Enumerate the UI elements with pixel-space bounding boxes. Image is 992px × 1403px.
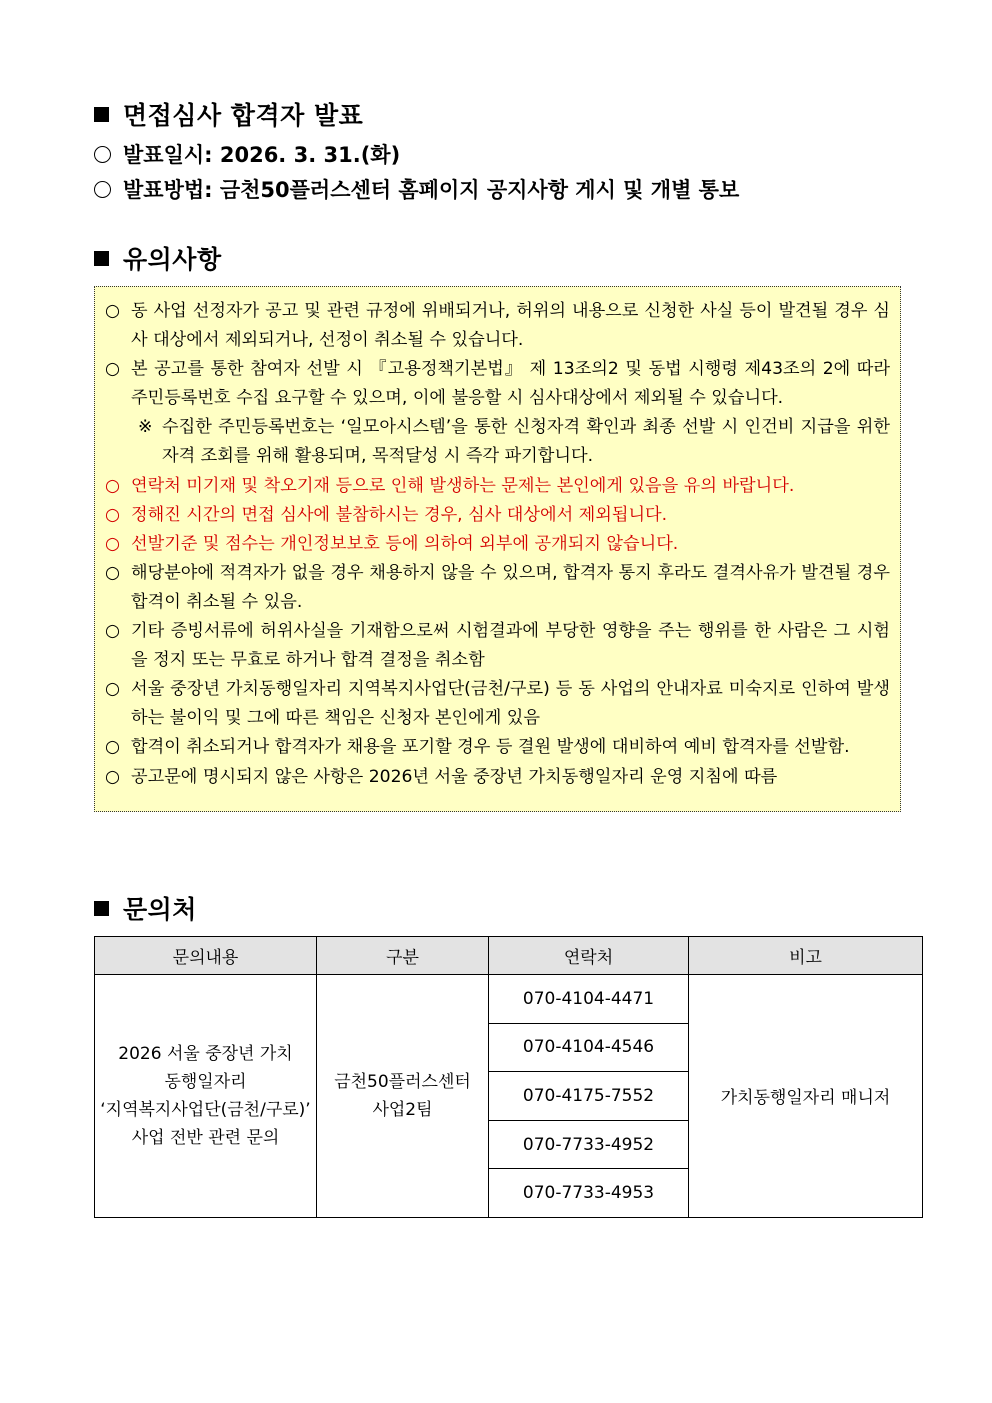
notice-item: ○ 합격이 취소되거나 합격자가 채용을 포기할 경우 등 결원 발생에 대비하여 예비 합격자를 선발함. (105, 733, 890, 762)
contact-table (94, 936, 923, 1218)
note-cell: 가치동행일자리 매니저 (689, 975, 923, 1218)
phone-cell: 070-4104-4546 (489, 1023, 689, 1072)
notice-item: ○ 서울 중장년 가치동행일자리 지역복지사업단(금천/구로) 등 동 사업의 안내자료 미숙지로 인하여 발생하는 불이익 및 그에 따른 책임은 신청자 본인에게 있음 (105, 675, 890, 733)
circle-bullet-icon: ○ (105, 621, 120, 642)
announcement-heading: 면접심사 합격자 발표 (94, 96, 363, 132)
notice-item: ○ 동 사업 선정자가 공고 및 관련 규정에 위배되거나, 허위의 내용으로 신청한 사실 등이 발견될 경우 심사 대상에서 제외되거나, 선정이 취소될 수 있습니다. (105, 297, 890, 355)
square-bullet-icon (94, 901, 109, 916)
department-cell: 금천50플러스센터 사업2팀 (317, 975, 489, 1218)
notice-item: ○ 본 공고를 통한 참여자 선발 시 『고용정책기본법』 제 13조의2 및 동법 시행령 제43조의 2에 따라 주민등록번호 수집 요구할 수 있으며, 이에 불응할 시 심사대상에서 제외될 수 있습니다. (105, 355, 890, 413)
circle-bullet-icon: ○ (105, 475, 120, 496)
circle-bullet-icon: ○ (105, 737, 120, 758)
header-phone: 연락처 (489, 937, 689, 975)
phone-cell: 070-7733-4953 (489, 1169, 689, 1218)
circle-bullet-icon: ○ (105, 301, 120, 321)
circle-bullet-icon: ○ (105, 533, 120, 554)
table-row (95, 975, 923, 1024)
square-bullet-icon (94, 107, 109, 122)
notice-subitem: ※ 수집한 주민등록번호는 ‘일모아시스템’을 통한 신청자격 확인과 최종 선발 시 인건비 지급을 위한 자격 조회를 위해 활용되며, 목적달성 시 즉각 파기합니다. (105, 413, 890, 471)
square-bullet-icon (94, 251, 109, 266)
circle-bullet-icon: ○ (105, 504, 120, 525)
header-note: 비고 (689, 937, 923, 975)
contact-heading: 문의처 (94, 890, 197, 926)
notice-item-highlight: ○ 정해진 시간의 면접 심사에 불참하시는 경우, 심사 대상에서 제외됩니다. (105, 501, 890, 530)
circle-bullet-icon (94, 146, 111, 163)
circle-bullet-icon: ○ (105, 679, 120, 700)
phone-cell: 070-4175-7552 (489, 1072, 689, 1121)
notice-item: ○ 해당분야에 적격자가 없을 경우 채용하지 않을 수 있으며, 합격자 통지 후라도 결격사유가 발견될 경우 합격이 취소될 수 있음. (105, 559, 890, 617)
announcement-method: 발표방법: 금천50플러스센터 홈페이지 공지사항 게시 및 개별 통보 (94, 174, 739, 204)
circle-bullet-icon: ○ (105, 562, 120, 583)
circle-bullet-icon: ○ (105, 359, 120, 380)
phone-cell: 070-7733-4952 (489, 1120, 689, 1169)
notice-item-highlight: ○ 선발기준 및 점수는 개인정보보호 등에 의하여 외부에 공개되지 않습니다. (105, 530, 890, 559)
notice-item: ○ 기타 증빙서류에 허위사실을 기재함으로써 시험결과에 부당한 영향을 주는 행위를 한 사람은 그 시험을 정지 또는 무효로 하거나 합격 결정을 취소함 (105, 617, 890, 675)
inquiry-cell: 2026 서울 중장년 가치 동행일자리 ‘지역복지사업단(금천/구로)’ 사업 전반 관련 문의 (95, 975, 317, 1218)
reference-mark-icon: ※ (138, 417, 153, 438)
notice-box (94, 286, 901, 812)
circle-bullet-icon (94, 181, 111, 198)
phone-cell: 070-4104-4471 (489, 975, 689, 1024)
notice-item-highlight: ○ 연락처 미기재 및 착오기재 등으로 인해 발생하는 문제는 본인에게 있음을 유의 바랍니다. (105, 472, 890, 501)
header-inquiry: 문의내용 (95, 937, 317, 975)
header-category: 구분 (317, 937, 489, 975)
notes-heading: 유의사항 (94, 240, 222, 276)
table-header-row (95, 937, 923, 975)
announcement-date: 발표일시: 2026. 3. 31.(화) (94, 139, 400, 169)
notice-item: ○ 공고문에 명시되지 않은 사항은 2026년 서울 중장년 가치동행일자리 운영 지침에 따름 (105, 763, 890, 792)
circle-bullet-icon: ○ (105, 766, 120, 787)
